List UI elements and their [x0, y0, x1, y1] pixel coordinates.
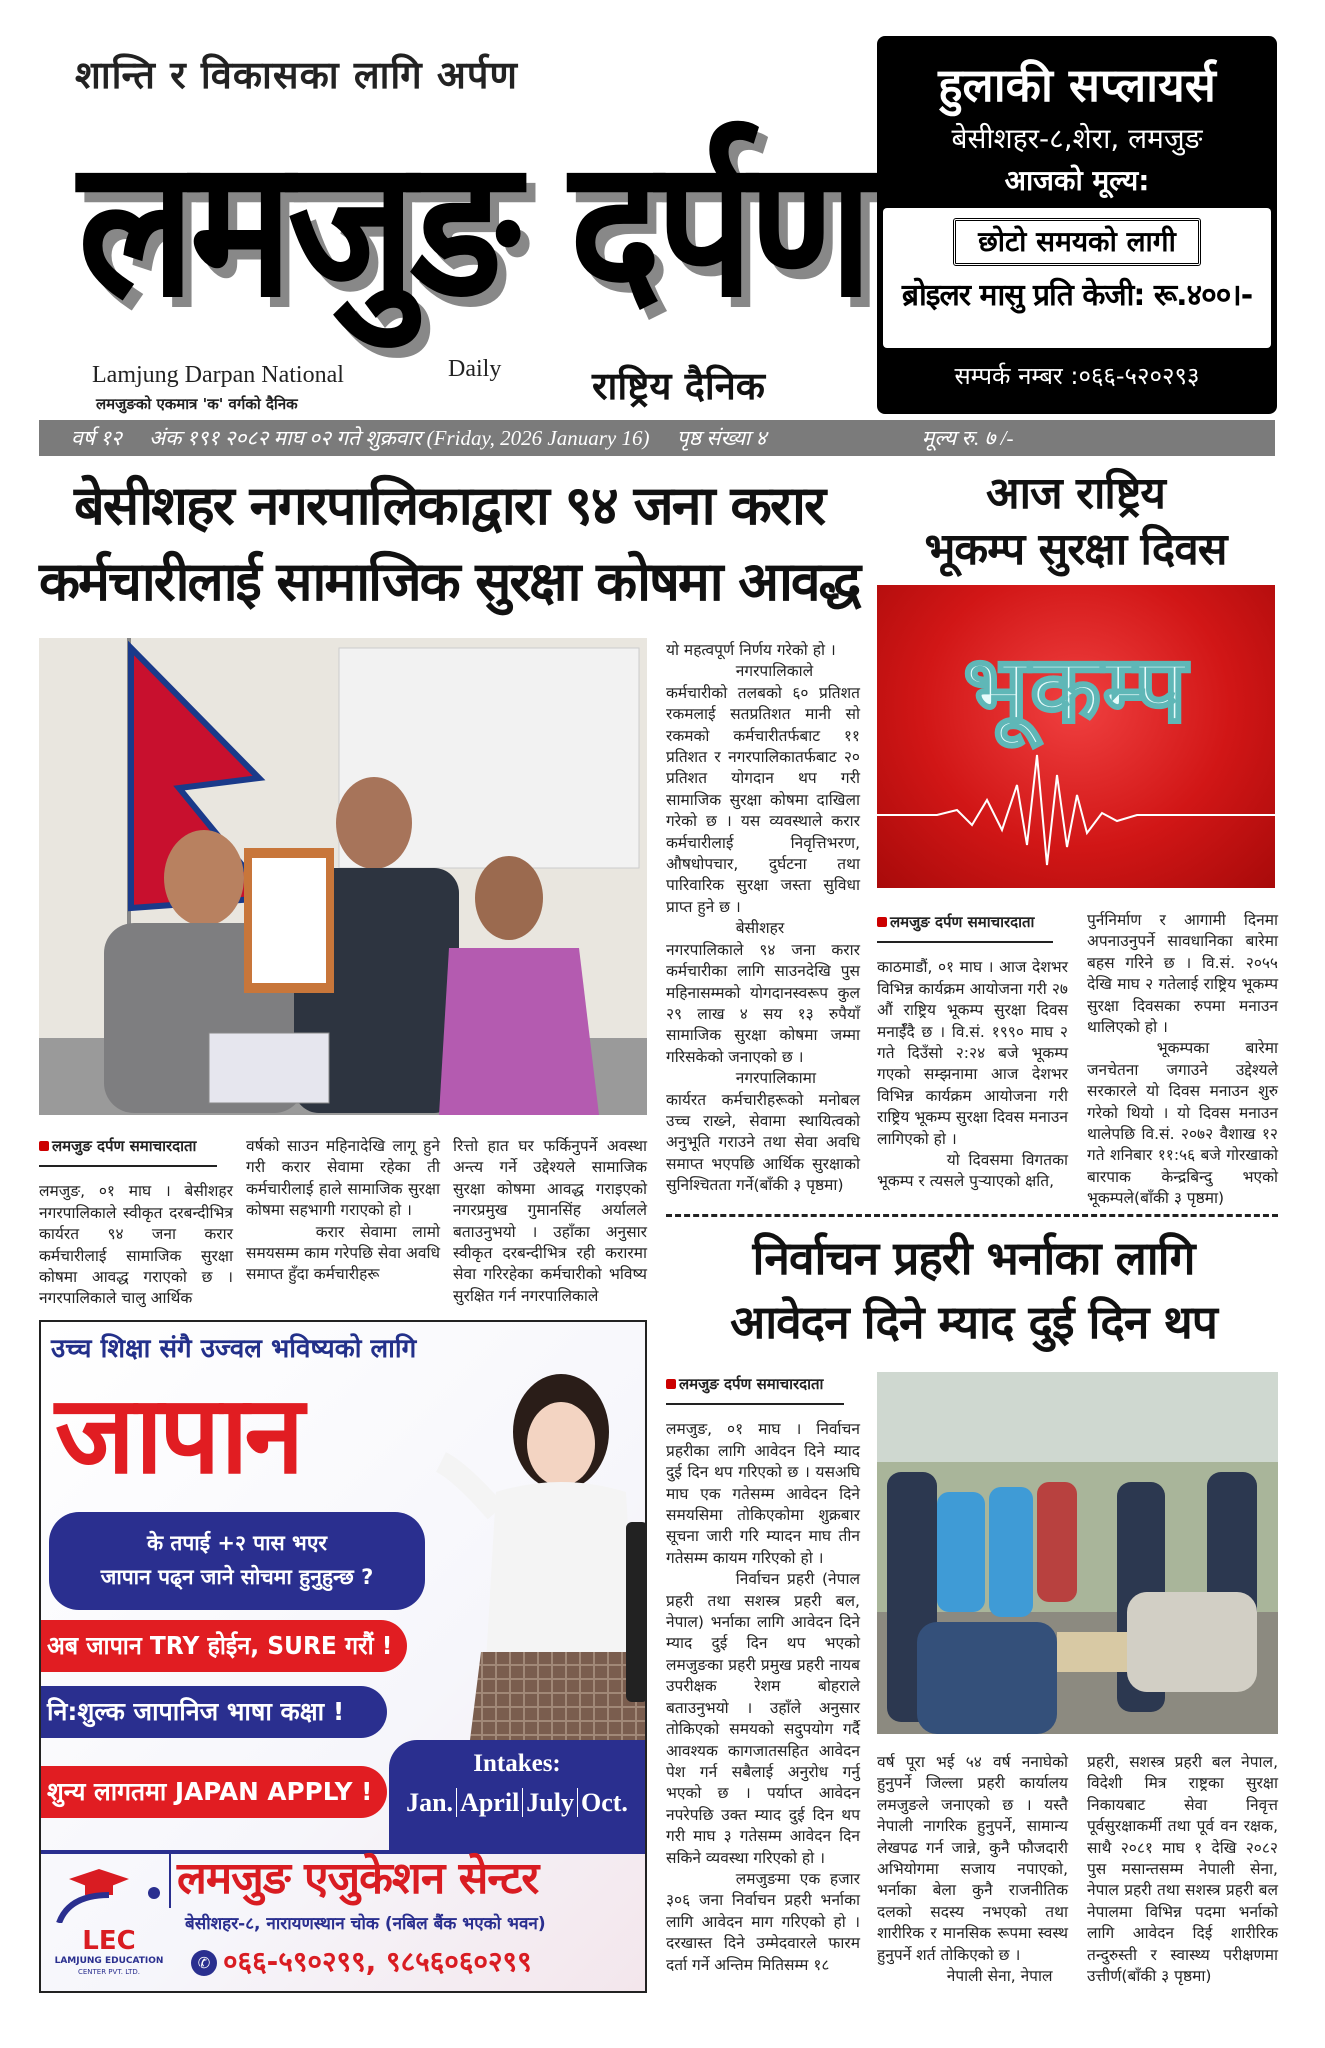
ad-try-sure-pill: [39, 1620, 407, 1672]
paragraph: वर्षको साउन महिनादेखि लागू हुने गरी करार सेवामा रहेका ती कर्मचारीलाई हाले सामाजिक सुरक्षा कोषमा सहभागी गराएको हो ।: [246, 1137, 440, 1220]
earthquake-image: [877, 585, 1275, 888]
ad-question-bubble: [49, 1512, 425, 1610]
price-offer: ब्रोइलर मासु प्रति केजी: रू.४००।-: [901, 278, 1253, 313]
tagline: शान्ति र विकासका लागि अर्पण: [75, 53, 518, 97]
headline-line: भूकम्प सुरक्षा दिवस: [924, 524, 1227, 575]
ad-question-line: के तपाई +२ पास भएर: [146, 1531, 328, 1555]
article3-col2: [877, 1752, 1068, 1987]
paragraph: नगरपालिकाले कर्मचारीको तलबको ६० प्रतिशत रकमलाई सतप्रतिशत मानी सो रकमको कर्मचारीतर्फबाट ११ प्रतिशत र नगरपालिकातर्फबाट २० प्रतिशत योगदान थप गरी सामाजिक सुरक्षा कोषमा दाखिला गरेको छ । यस व्यवस्थाले करार कर्मचारीलाई निवृत्तिभरण, औषधोपचार, दुर्घटना तथा पारिवारिक सुरक्षा जस्ता सुविधा प्राप्त हुने छ ।: [666, 662, 860, 916]
education-center-ad: [39, 1320, 647, 1993]
logo-subtext: CENTER PVT. LTD.: [77, 1968, 141, 1976]
paragraph: प्रहरी, सशस्त्र प्रहरी बल नेपाल, विदेशी मित्र राष्ट्रका सुरक्षा निकायबाट सेवा निवृत्त पूर्वसुरक्षाकर्मी तथा पूर्व वन रक्षक, साथै २०८१ माघ १ देखि २०८२ पुस मसान्तसम्म नेपाली सेना, नेपाल प्रहरी तथा सशस्त्र प्रहरी बल नेपालमा विभिन्न पदमा भर्नाको लागि आवेदन दिई शारीरिक तन्दुरुस्ती र स्वास्थ्य परीक्षणमा उत्तीर्ण(बाँकी ३ पृष्ठमा): [1087, 1753, 1278, 1986]
article3-col1: [666, 1374, 860, 1976]
byline: [877, 912, 1053, 943]
paragraph: करार सेवामा लामो समयसम्म काम गरेपछि सेवा अवधि समाप्त हुँदा कर्मचारीहरू: [246, 1222, 440, 1284]
headline-line: कर्मचारीलाई सामाजिक सुरक्षा कोषमा आवद्ध: [39, 550, 860, 613]
logo-text: LEC: [82, 1926, 136, 1956]
article1-col3: [453, 1136, 647, 1307]
article3-photo: [877, 1372, 1278, 1734]
ad-apply-pill: [39, 1766, 387, 1818]
paragraph: यो महत्वपूर्ण निर्णय गरेको हो ।: [666, 641, 836, 659]
handover-photo: [39, 638, 647, 1115]
seismograph-line: [877, 585, 1275, 888]
national-daily-label: राष्ट्रिय दैनिक: [592, 364, 765, 408]
issue-date: अंक १९१ २०८२ माघ ०२ गते शुक्रवार (Friday, 2026 January 16): [149, 426, 650, 450]
paragraph: लमजुङ, ०१ माघ । निर्वाचन प्रहरीका लागि आवेदन दिने म्याद दुई दिन थप गरिएको छ । यसअघि माघ एक गतेसम्म आवेदन दिने समयसिमा तोकिएकोमा शुक्रबार सूचना जारी गरि म्यादन माघ तीन गतेसम्म कायम गरिएको हो ।: [666, 1420, 860, 1567]
intake-month: Oct.: [580, 1788, 628, 1817]
paragraph: नगरपालिकामा कार्यरत कर्मचारीहरूको मनोबल उच्च राख्ने, सेवामा स्थायित्वको अनुभूति गराउने तथा सेवा अवधि समाप्त भएपछि आर्थिक सुरक्षाको सुनिश्चितता गर्ने(बाँकी ३ पृष्ठमा): [666, 1069, 860, 1195]
police-recruitment-photo: [877, 1372, 1278, 1734]
center-phone: [191, 1942, 641, 1982]
headline-line: निर्वाचन प्रहरी भर्नाका लागि: [752, 1231, 1195, 1285]
article2-headline: [873, 466, 1278, 578]
article3-col3: [1087, 1752, 1278, 1987]
article3-headline: [666, 1226, 1281, 1354]
intake-month: July: [523, 1788, 578, 1817]
byline: [39, 1136, 217, 1167]
headline-line: आवेदन दिने म्याद दुई दिन थप: [730, 1295, 1217, 1349]
lec-logo: [49, 1867, 169, 1977]
paragraph: पुर्ननिर्माण र आगामी दिनमा अपनाउनुपर्ने सावधानिका बारेमा बहस गरिने छ । वि.सं. २०५५ देखि माघ २ गतेलाई राष्ट्रिय भूकम्प सुरक्षा दिवसका रुपमा मनाउन थालिएको हो ।: [1087, 911, 1278, 1037]
paragraph: निर्वाचन प्रहरी (नेपाल प्रहरी तथा सशस्त्र प्रहरी बल, नेपाल) भर्नाका लागि आवेदन दिने म्याद दुई दिन थप भएको लमजुङका प्रहरी प्रमुख प्रहरी नायब उपरीक्षक रेशम बोहराले बताउनुभयो । उहाँले अनुसार तोकिएको समयको सदुपयोग गर्दै आवश्यक कागजातसहित आवेदन पेश गर्न सबैलाई अनुरोध गर्नु भएको छ । पर्याप्त आवेदन नपरेपछि उक्त म्याद दुई दिन थप गरी माघ ३ गतेसम्म आवेदन दिन सकिने व्यवस्था गरिएको हो ।: [666, 1570, 860, 1867]
page-count: पृष्ठ संख्या ४: [676, 426, 767, 450]
paragraph: रित्तो हात घर फर्किनुपर्ने अवस्था अन्त्य गर्ने उद्देश्यले सामाजिक सुरक्षा कोषमा आवद्ध गराइएको नगरप्रमुख गुमानसिंह अर्यालले बताउनुभयो । उहाँका अनुसार स्वीकृत दरबन्दीभित्र रही करारमा सेवा गरिरहेका कर्मचारीको भविष्य सुरक्षित गर्न नगरपालिकाले: [453, 1137, 647, 1305]
article1-headline: [39, 468, 859, 620]
paragraph: वर्ष पूरा भई ५४ वर्ष ननाघेको हुनुपर्ने जिल्ला प्रहरी कार्यालय लमजुङले जनाएको छ । यस्तै नेपाली नागरिक हुनुपर्ने, सामान्य लेखपढ गर्न जान्ने, कुनै फौजदारी अभियोगमा सजाय नपाएको, भर्नाका बेला कुनै राजनीतिक दलको सदस्य नभएको तथा शारीरिक र मानसिक रूपमा स्वस्थ हुनुपर्ने शर्त तोकिएको छ ।: [877, 1753, 1068, 1964]
ad-tagline: उच्च शिक्षा संगै उज्वल भविष्यको लागि: [51, 1334, 417, 1364]
masthead-subtitle: लमजुङको एकमात्र 'क' वर्गको दैनिक: [96, 395, 298, 413]
center-name: लमजुङ एजुकेशन सेन्टर: [169, 1850, 645, 1908]
ad-free-class: नि:शुल्क जापानिज भाषा कक्षा !: [47, 1697, 345, 1726]
phone-number: ०६६-५९०२९९, ९८५६०६०२९९: [223, 1945, 532, 1978]
article2-col2: [1087, 910, 1278, 1210]
supplier-name: हुलाकी सप्लायर्स: [938, 58, 1216, 112]
paragraph: काठमाडौं, ०१ माघ । आज देशभर विभिन्न कार्यक्रम आयोजना गरी २७ औं राष्ट्रिय भूकम्प सुरक्षा दिवस मनाईँदै छ । वि.सं. १९९० माघ २ गते दिउँसो २:२४ बजे भूकम्प गएको सम्झनामा आज देशभर विभिन्न कार्यक्रम आयोजना गरी राष्ट्रिय भूकम्प सुरक्षा दिवस मनाउन लागिएको हो ।: [877, 958, 1068, 1148]
byline-text: लमजुङ दर्पण समाचारदाता: [890, 913, 1035, 931]
supplier-ad-box: [877, 36, 1277, 414]
supplier-address: बेसीशहर-८,शेरा, लमजुङ: [951, 122, 1203, 155]
paragraph: लमजुङ, ०१ माघ । बेसीशहर नगरपालिकाले स्वीकृत दरबन्दीभित्र कार्यरत ९४ जना करार कर्मचारीलाई सामाजिक सुरक्षा कोषमा आवद्ध गराएको छ । नगरपालिकाले चालु आर्थिक: [39, 1182, 233, 1308]
headline-line: बेसीशहर नगरपालिकाद्वारा ९४ जना करार: [73, 474, 825, 537]
phone-icon: ✆: [191, 1950, 217, 1976]
intake-month: April: [457, 1788, 523, 1817]
divider: [666, 1214, 1278, 1217]
bullet-icon: [877, 917, 887, 927]
ad-question-line: जापान पढ्न जाने सोचमा हुनुहुन्छ ?: [100, 1565, 374, 1589]
earthquake-image-text: भूकम्प: [963, 636, 1189, 743]
intake-month: Jan.: [403, 1788, 457, 1817]
newspaper-title: लमजुङ दर्पण: [78, 118, 868, 339]
ad-free-class-pill: [39, 1686, 387, 1738]
paragraph: लमजुङमा एक हजार ३०६ जना निर्वाचन प्रहरी भर्नाका लागि आवेदन माग गरिएको हो । दरखास्त दिने उम्मेदवारले फारम दर्ता गर्ने अन्तिम मितिसम्म १८: [666, 1869, 860, 1974]
volume: वर्ष १२: [71, 426, 122, 450]
paragraph: यो दिवसमा विगतका भूकम्प र त्यसले पुऱ्याएको क्षति,: [877, 1151, 1068, 1191]
contact-number: सम्पर्क नम्बर :०६६-५२०२९३: [954, 362, 1200, 390]
ad-try-sure: अब जापान TRY होईन, SURE गरौं !: [47, 1631, 393, 1660]
paragraph: नेपाली सेना, नेपाल: [946, 1967, 1053, 1986]
center-address: बेसीशहर-८, नारायणस्थान चोक (नबिल बैंक भएको भवन): [185, 1914, 546, 1934]
intakes-label: Intakes:: [473, 1750, 561, 1777]
today-price-label: आजको मूल्य:: [1004, 164, 1150, 197]
logo-subtext: LAMJUNG EDUCATION: [54, 1956, 164, 1966]
ad-japan-title: जापान: [55, 1373, 301, 1498]
price: मूल्य रु. ७ /-: [921, 426, 1014, 450]
intakes-box: [389, 1740, 645, 1850]
article1-col4: [666, 640, 860, 1197]
byline: [666, 1374, 844, 1405]
article1-col1: [39, 1136, 233, 1310]
article1-col2: [246, 1136, 440, 1286]
byline-text: लमजुङ दर्पण समाचारदाता: [679, 1375, 824, 1393]
byline-text: लमजुङ दर्पण समाचारदाता: [52, 1137, 197, 1155]
limited-time-label: छोटो समयको लागी: [953, 218, 1201, 266]
bullet-icon: [666, 1379, 676, 1389]
headline-line: आज राष्ट्रिय: [986, 468, 1165, 519]
bullet-icon: [39, 1141, 49, 1151]
ad-apply: शुन्य लागतमा JAPAN APPLY !: [47, 1777, 373, 1806]
paragraph: भूकम्पका बारेमा जनचेतना जगाउने उद्देश्यले सरकारले यो दिवस मनाउन शुरु गरेको थियो । यो दिवस मनाउन थालेपछि वि.सं. २०७२ वैशाख १२ गते शनिबार ११:५६ बजे गोरखाको बारपाक केन्द्रबिन्दु भएको भूकम्पले(बाँकी ३ पृष्ठमा): [1087, 1039, 1278, 1208]
paragraph: बेसीशहर नगरपालिकाले ९४ जना करार कर्मचारीका लागि साउनदेखि पुस महिनासम्मको योगदानस्वरूप कुल २९ लाख ४ सय १३ रुपैयाँ सामाजिक सुरक्षा कोषमा जम्मा गरिसकेको जनाएको छ ।: [666, 919, 860, 1066]
article1-photo: [39, 638, 647, 1115]
english-daily: Daily: [448, 356, 502, 382]
article2-col1: [877, 912, 1068, 1193]
graduation-cap-icon: [49, 1867, 169, 1923]
dateline-bar: [39, 420, 1275, 456]
english-title: Lamjung Darpan National: [92, 362, 344, 388]
